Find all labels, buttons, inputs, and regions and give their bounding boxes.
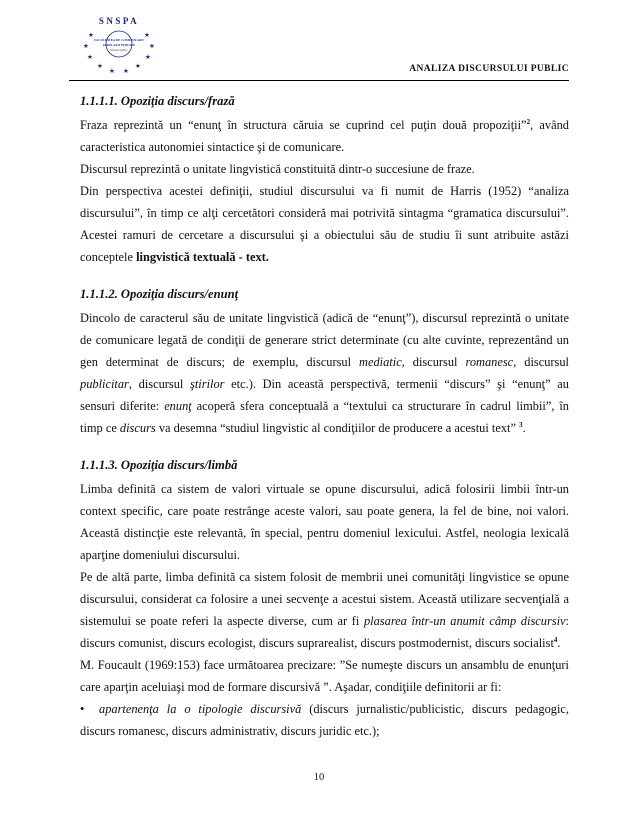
paragraph — [80, 180, 569, 268]
svg-text:★: ★ — [109, 68, 115, 75]
section-heading-discurs-limba: 1.1.1.3. Opoziţia discurs/limbă — [80, 458, 238, 472]
svg-text:★: ★ — [149, 43, 155, 50]
text-line: de comunicare legată de condiţii de generare strict determinate (cu alte cuvinte, reprezentând un — [80, 333, 569, 347]
text-line: Din perspectiva acestei definiţii, studiul discursului va fi numit de Harris (1952) “analiza — [80, 184, 569, 198]
footnote-marker[interactable]: 3 — [519, 421, 523, 429]
text-line: care aparţin aceluiaşi mod de formare discursivă ”. Aşadar, condiţiile definitorii ar fi: — [80, 680, 502, 694]
text-line: discurs comunist, discurs ecologist, discurs suprarealist, discurs postmodernist, discurs socialist$^4$. — [80, 636, 561, 650]
text-line: Acestei ramuri de cercetare a discursului şi a obiectului său de studiu îi sunt atribuite astăzi — [80, 228, 569, 242]
text-line: sistemului se poate referi la aspecte diverse, cum ar fi plasarea într-un anumit câmp discursiv: — [80, 614, 569, 628]
text-line: • apartenenţa la o tipologie discursivă (discurs jurnalistic/publicistic, discurs pedagogic, — [80, 698, 569, 720]
text-line: discursului, considerat ca folosire a unei secvenţe a acestui sistem. Această utilizare secvenţială a — [80, 592, 569, 606]
text-line: Această distincţie este relevantă, în special, pentru domeniul lexicului. Astfel, neologia lexicală — [80, 526, 569, 540]
paragraph — [80, 307, 569, 439]
page-number: 10 — [313, 772, 325, 783]
text-line: Pe de altă parte, limba definită ca sistem folosit de membrii unei comunităţi lingvistice se opune — [80, 570, 569, 584]
bullet-icon: • — [80, 702, 85, 716]
document-body — [80, 89, 569, 742]
svg-text:★: ★ — [145, 54, 151, 61]
svg-text:★: ★ — [83, 43, 89, 50]
text-line: context specific, care poate restrânge aceste valori, sau poate genera, la fel de bine, noi valori. — [80, 504, 569, 518]
svg-text:★: ★ — [144, 32, 150, 39]
text-line: discurs romanesc, discurs administrativ, discurs juridic etc.); — [80, 724, 380, 738]
bold-term: lingvistică textuală - text. — [136, 250, 269, 264]
text-line: gen determinat de discurs; de exemplu, discursul mediatic, discursul romanesc, discursul — [80, 355, 569, 369]
text-line: Fraza reprezintă un “enunţ în structura căruia se cuprind cel puţin două propoziţii”$^2$, având — [80, 118, 569, 132]
snspa-logo — [79, 10, 159, 78]
text-line: Dincolo de caracterul său de unitate lingvistică (adică de “enunţ”), discursul reprezintă o unitate — [80, 311, 569, 325]
svg-text:ŞI RELAŢII PUBLICE: ŞI RELAŢII PUBLICE — [102, 43, 136, 47]
svg-text:★: ★ — [88, 32, 94, 39]
text-line: Limba definită ca sistem de valori virtuale se opune discursului, adică folosirii limbii într-un — [80, 482, 569, 496]
section-heading-discurs-enunt: 1.1.1.2. Opoziţia discurs/enunţ — [80, 287, 239, 301]
footnote-marker[interactable]: 2 — [526, 118, 531, 126]
paragraph — [80, 158, 569, 180]
running-header-title: ANALIZA DISCURSULUI PUBLIC — [409, 64, 569, 74]
text-line: timp ce discurs va desemna “studiul lingvistic al condiţiilor de producere a acestui text” $^3$. — [80, 421, 526, 435]
text-line: conceptele lingvistică textuală - text. — [80, 250, 269, 264]
text-line: Discursul reprezintă o unitate lingvistică constituită dintr-o succesiune de fraze. — [80, 162, 475, 176]
svg-text:FACULTATEA DE COMUNICARE: FACULTATEA DE COMUNICARE — [94, 38, 144, 42]
section-heading-discurs-fraza: 1.1.1.1. Opoziţia discurs/frază — [80, 94, 235, 108]
text-line: sensuri diferite: enunţ acoperă sfera conceptuală a “textului ca structurare în cadrul limbii”, în — [80, 399, 569, 413]
svg-text:★: ★ — [123, 68, 129, 75]
text-line: discursului”, în timp ce alţi cercetători consideră mai potrivită sintagma “gramatica discursului”. — [80, 206, 569, 220]
text-line: M. Foucault (1969:153) face următoarea precizare: ”Se numeşte discurs un ansamblu de enunţuri — [80, 658, 569, 672]
footnote-marker[interactable]: 4 — [553, 636, 558, 644]
header-rule — [69, 80, 569, 81]
svg-text:★: ★ — [87, 54, 93, 61]
svg-text:SNSPA: SNSPA — [98, 16, 140, 26]
text-line: caracteristica autonomiei sintactice şi de comunicare. — [80, 140, 345, 154]
paragraph — [80, 114, 569, 158]
text-line: aparţine domeniului discursului. — [80, 548, 241, 562]
svg-text:"David Ogilvy": "David Ogilvy" — [109, 48, 129, 52]
paragraph — [80, 478, 569, 566]
bullet-list-item — [80, 698, 569, 742]
svg-text:★: ★ — [135, 63, 141, 70]
paragraph — [80, 654, 569, 698]
text-line: publicitar, discursul ştirilor etc.). Din această perspectivă, termenii “discurs” şi “enunţ” au — [80, 377, 569, 391]
svg-text:★: ★ — [97, 63, 103, 70]
paragraph — [80, 566, 569, 654]
